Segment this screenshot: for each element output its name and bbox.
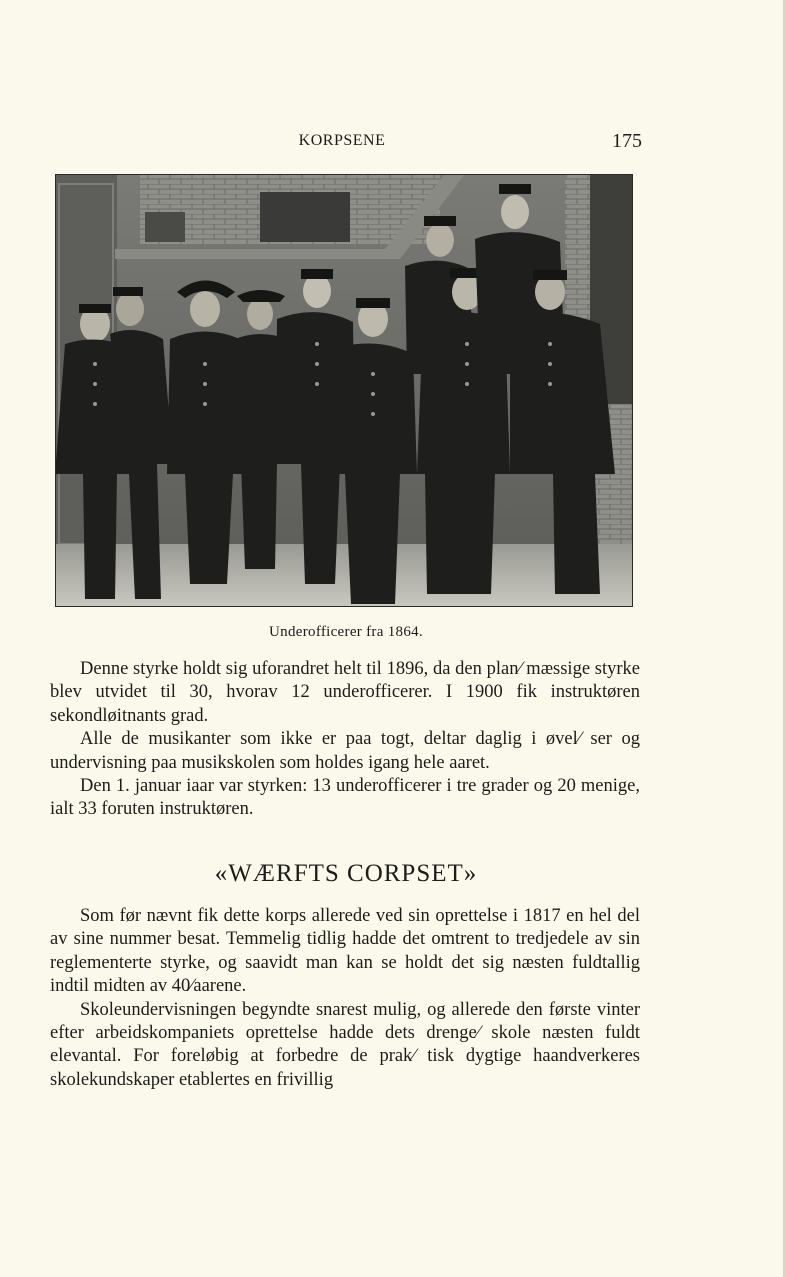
page-number: 175 [612,130,642,152]
page-header [50,130,642,160]
paragraph: Skoleundervisningen begyndte snarest mulig, og allerede den første vinter efter arbeidskompaniets oprettelse hadde dets drenge⁄ skole næsten fuldt elevantal. For foreløbig at forbedre de prak⁄ tisk dygtige haandverkeres skolekundskaper etablertes en frivillig [50,999,640,1090]
window [260,192,350,242]
paragraph: Den 1. januar iaar var styrken: 13 underofficerer i tre grader og 20 menige, ialt 33 foruten instruktøren. [50,776,640,820]
section-heading: «WÆRFTS CORPSET» [214,860,478,887]
running-head: KORPSENE [298,132,386,149]
paragraph: Som før nævnt fik dette korps allerede ved sin oprettelse i 1817 en hel del av sine nummer besat. Temmelig tidlig hadde det omtrent to tredjedele av sin reglementerte styrke, og saavidt man kan se holdt det sig næsten fuldtallig indtil midten av 40⁄aarene. [50,906,640,997]
paragraph: Alle de musikanter som ikke er paa togt, deltar daglig i øvel⁄ ser og undervisning paa musikskolen som holdes igang hele aaret. [50,729,640,773]
small-window [145,212,185,242]
photo-illustration [55,174,633,607]
figure-caption: Underofficerer fra 1864. [269,624,423,640]
historical-group-photo [55,174,633,607]
body-text-before-heading [50,658,640,822]
body-text-after-heading [50,905,640,1092]
paragraph: Denne styrke holdt sig uforandret helt til 1896, da den plan⁄ mæssige styrke blev utvidet til 30, hvorav 12 underofficerer. I 1900 fik instruktøren sekondløitnants grad. [50,659,640,726]
